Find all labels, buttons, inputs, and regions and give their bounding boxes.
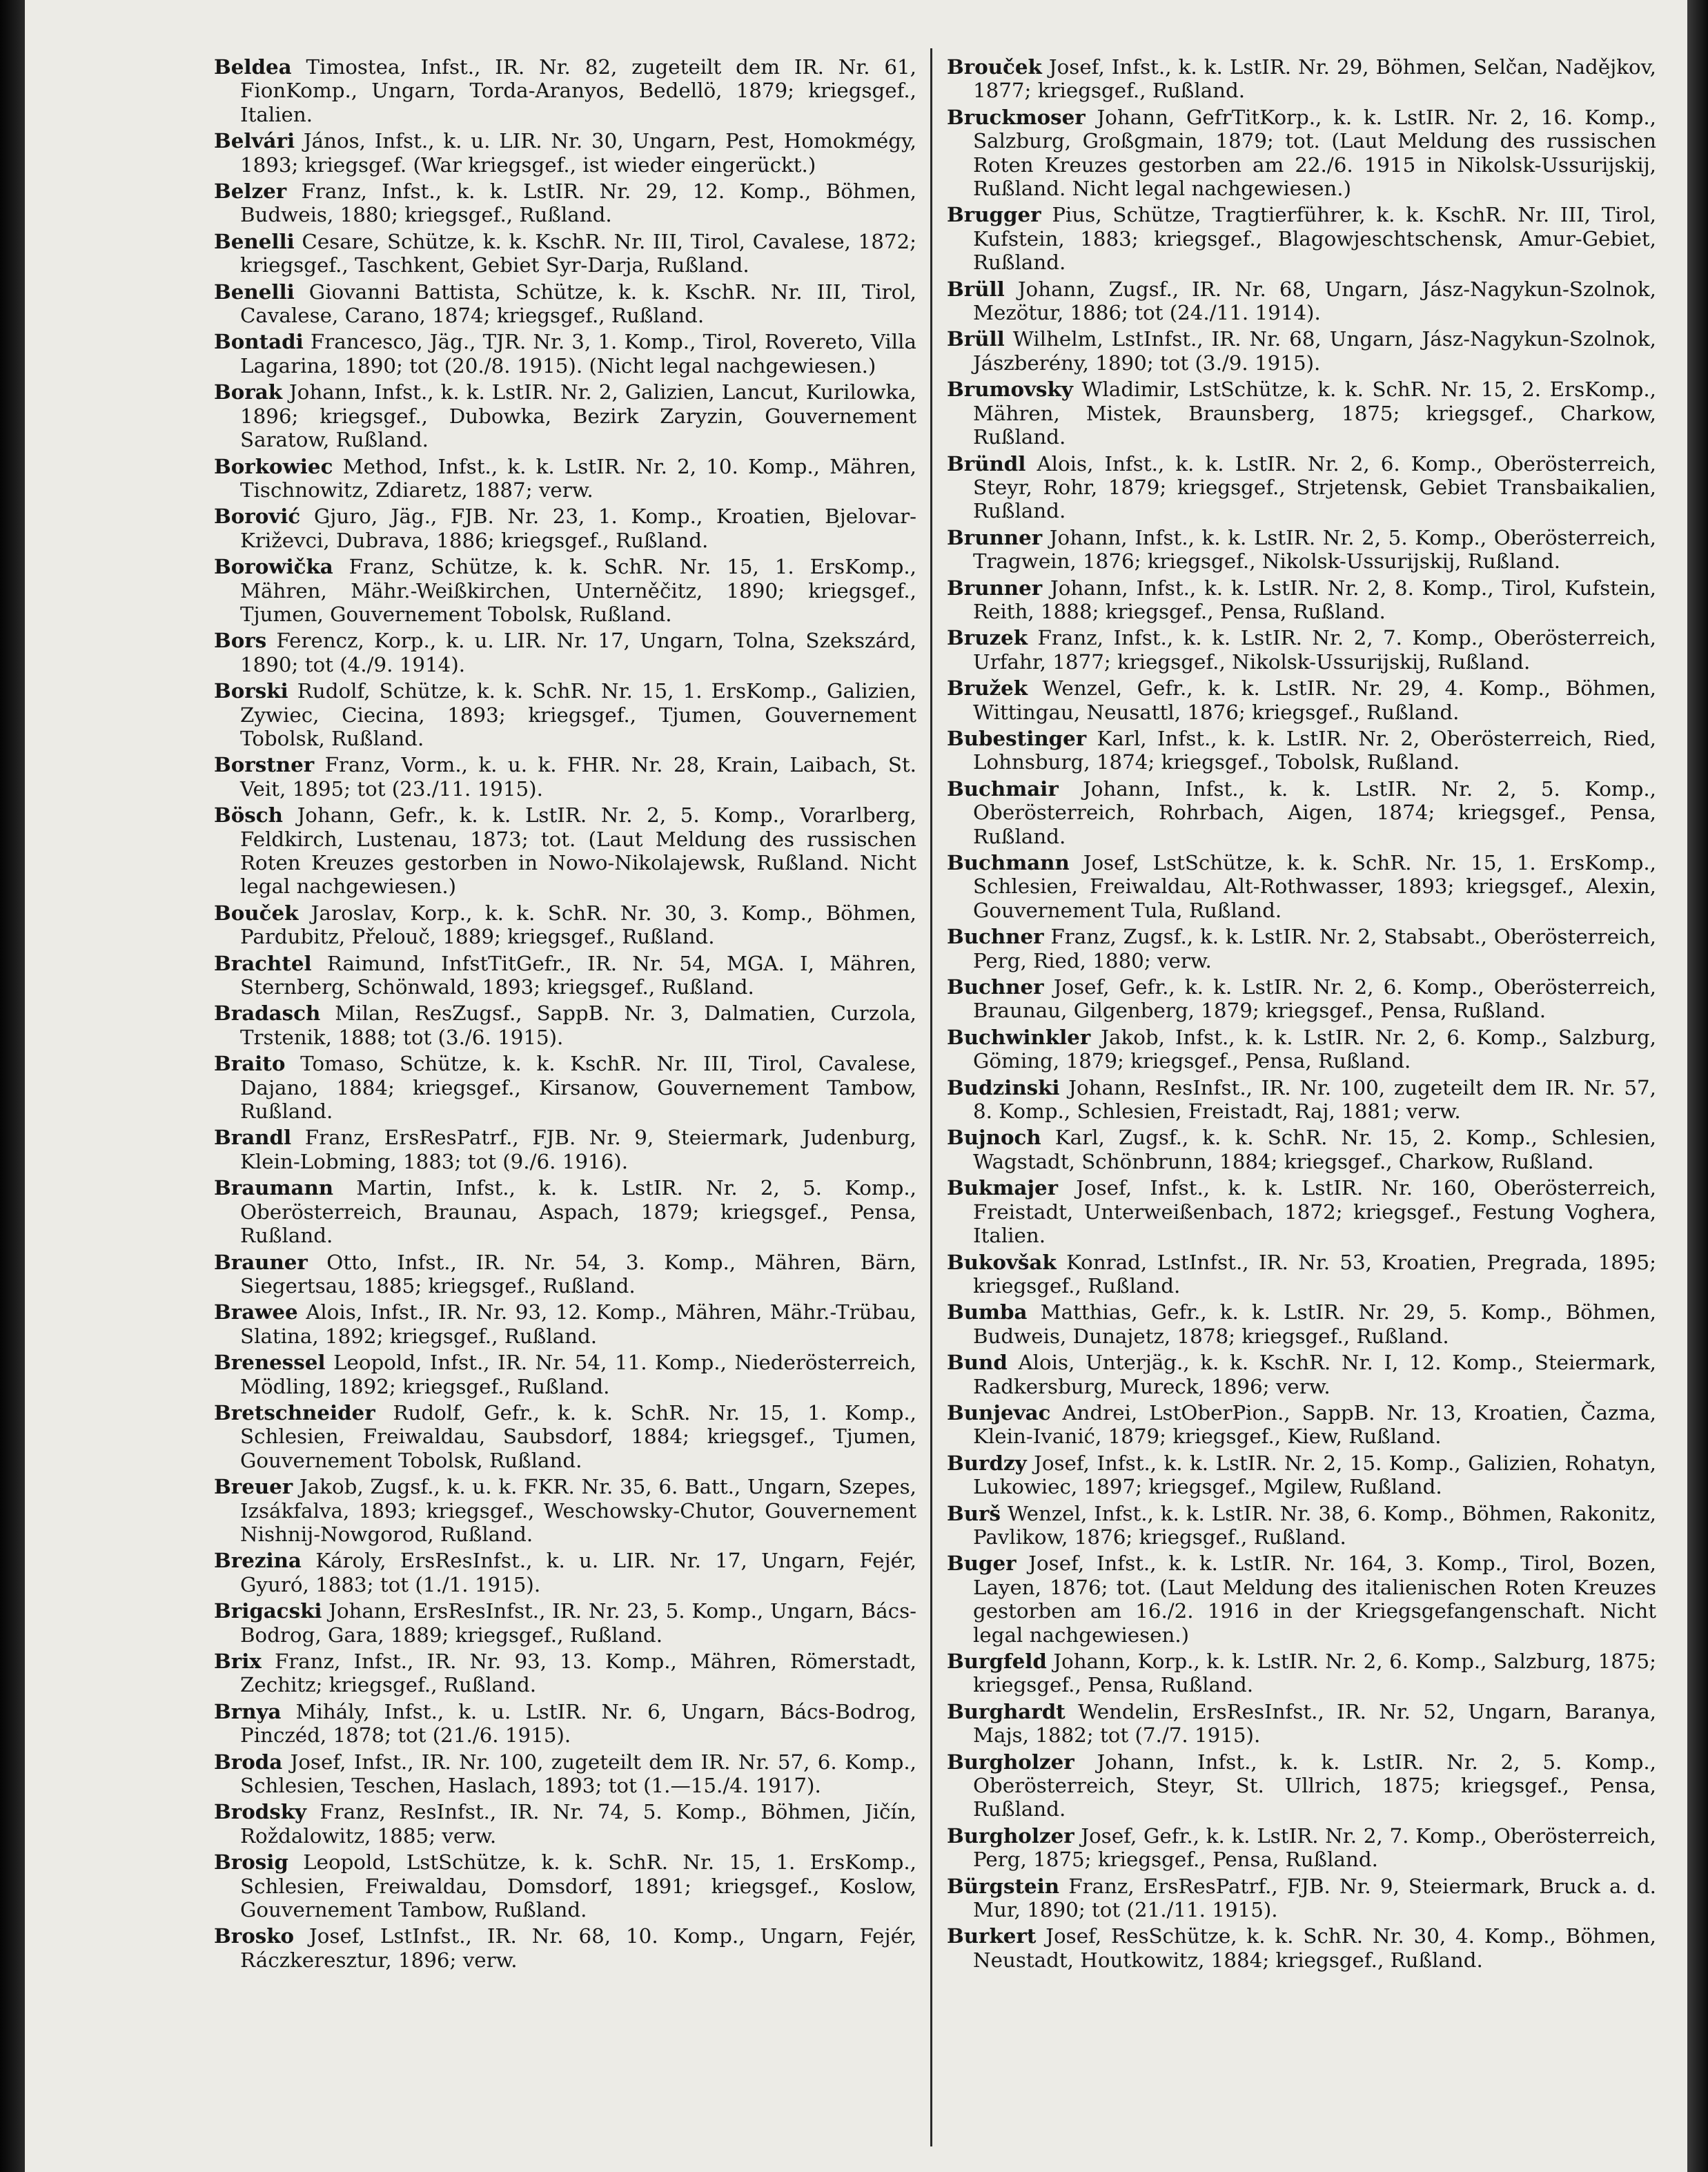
list-entry <box>947 576 1656 624</box>
list-entry <box>214 629 916 676</box>
entry-details: Franz, Zugsf., k. k. LstIR. Nr. 2, Stabsabt., Oberösterreich, Perg, Ried, 1880; verw. <box>973 925 1656 972</box>
entry-surname: Bors <box>214 628 267 653</box>
entry-details: Rudolf, Schütze, k. k. SchR. Nr. 15, 1. ErsKomp., Galizien, Zywiec, Ciecina, 1893; kriegsgef., Tjumen, Gouvernement Tobolsk, Rußland. <box>240 679 916 750</box>
entry-surname: Benelli <box>214 279 295 304</box>
entry-surname: Bruckmoser <box>947 104 1086 129</box>
list-entry <box>947 526 1656 574</box>
entry-details: Franz, Infst., k. k. LstIR. Nr. 29, 12. Komp., Böhmen, Budweis, 1880; kriegsgef., Rußland. <box>240 179 916 227</box>
entry-details: Johann, GefrTitKorp., k. k. LstIR. Nr. 2, 16. Komp., Salzburg, Großgmain, 1879; tot. (Laut Meldung des russischen Roten Kreuzes gestorben am 22./6. 1915 in Nikolsk-Ussurijskij, Rußland. Nicht legal nachgewiesen.) <box>973 105 1656 201</box>
entry-surname: Burkert <box>947 1924 1037 1948</box>
entry-surname: Bujnoch <box>947 1125 1041 1150</box>
entry-surname: Brouček <box>947 55 1042 79</box>
entry-surname: Bürgstein <box>947 1873 1060 1898</box>
list-entry <box>214 679 916 750</box>
entry-details: Josef, Infst., k. k. LstIR. Nr. 164, 3. Komp., Tirol, Bozen, Layen, 1876; tot. (Laut Meldung des italienischen Roten Kreuzes gestorben am 16./2. 1916 in der Kriegsgefangenschaft. Nicht legal nachgewiesen.) <box>973 1552 1656 1647</box>
list-entry <box>214 1126 916 1173</box>
right-column <box>947 55 1656 1975</box>
entry-details: Jaroslav, Korp., k. k. SchR. Nr. 30, 3. Komp., Böhmen, Pardubitz, Přelouč, 1889; kriegsgef., Rußland. <box>240 901 916 949</box>
entry-surname: Bukmajer <box>947 1175 1059 1200</box>
entry-details: Josef, Infst., k. k. LstIR. Nr. 160, Oberösterreich, Freistadt, Unterweißenbach, 1872; kriegsgef., Festung Voghera, Italien. <box>973 1176 1656 1248</box>
list-entry <box>214 1800 916 1848</box>
entry-surname: Budzinski <box>947 1075 1060 1099</box>
list-entry <box>214 1650 916 1697</box>
entry-details: Andrei, LstOberPion., SappB. Nr. 13, Kroatien, Čazma, Klein-Ivanić, 1879; kriegsgef., Kiew, Rußland. <box>973 1400 1656 1449</box>
entry-surname: Borak <box>214 380 283 404</box>
scan-right-edge <box>1687 0 1708 2172</box>
entry-details: Leopold, Infst., IR. Nr. 54, 11. Komp., Niederösterreich, Mödling, 1892; kriegsgef., Rußland. <box>240 1351 916 1398</box>
entry-details: Jakob, Zugsf., k. u. k. FKR. Nr. 35, 6. Batt., Ungarn, Szepes, Izsákfalva, 1893; kriegsgef., Weschowsky-Chutor, Gouvernement Nishnij-Nowgorod, Rußland. <box>240 1475 916 1546</box>
list-entry <box>947 1351 1656 1398</box>
list-entry <box>214 280 916 328</box>
entry-details: Josef, Infst., k. k. LstIR. Nr. 29, Böhmen, Selčan, Nadějkov, 1877; kriegsgef., Rußland. <box>973 55 1656 103</box>
entry-surname: Broda <box>214 1749 283 1774</box>
list-entry <box>214 1001 916 1049</box>
list-entry <box>214 901 916 949</box>
entry-details: Matthias, Gefr., k. k. LstIR. Nr. 29, 5. Komp., Böhmen, Budweis, Dunajetz, 1878; kriegsgef., Rußland. <box>973 1300 1656 1348</box>
list-entry <box>947 1824 1656 1872</box>
entry-details: Wenzel, Infst., k. k. LstIR. Nr. 38, 6. Komp., Böhmen, Rakonitz, Pavlikow, 1876; kriegsgef., Rußland. <box>973 1501 1656 1549</box>
entry-surname: Buchner <box>947 975 1044 999</box>
entry-surname: Brix <box>214 1649 262 1673</box>
entry-surname: Belzer <box>214 179 287 204</box>
entry-details: Francesco, Jäg., TJR. Nr. 3, 1. Komp., Tirol, Rovereto, Villa Lagarina, 1890; tot (20./8. 1915). (Nicht legal nachgewiesen.) <box>240 330 916 378</box>
list-entry <box>214 1176 916 1247</box>
list-entry <box>947 378 1656 449</box>
entry-details: Franz, Schütze, k. k. SchR. Nr. 15, 1. ErsKomp., Mähren, Mähr.-Weißkirchen, Unterněčitz, 1890; kriegsgef., Tjumen, Gouvernement Tobolsk, Rußland. <box>240 555 916 626</box>
list-entry <box>947 106 1656 201</box>
entry-details: Josef, LstSchütze, k. k. SchR. Nr. 15, 1. ErsKomp., Schlesien, Freiwaldau, Alt-Rothwasser, 1893; kriegsgef., Alexin, Gouvernement Tula, Rußland. <box>973 851 1656 922</box>
list-entry <box>947 452 1656 523</box>
list-entry <box>947 1026 1656 1073</box>
entry-surname: Bukovšak <box>947 1249 1057 1274</box>
list-entry <box>214 1700 916 1748</box>
left-column <box>214 55 916 1975</box>
list-entry <box>214 1924 916 1972</box>
list-entry <box>947 1875 1656 1922</box>
list-entry <box>214 129 916 177</box>
list-entry <box>947 975 1656 1023</box>
entry-surname: Breuer <box>214 1474 293 1499</box>
list-entry <box>214 803 916 899</box>
list-entry <box>947 676 1656 724</box>
entry-details: Johann, Gefr., k. k. LstIR. Nr. 2, 5. Komp., Vorarlberg, Feldkirch, Lustenau, 1873; tot. (Laut Meldung des russischen Roten Kreuzes gestorben in Nowo-Nikolajewsk, Rußland. Nicht legal nachgewiesen.) <box>240 803 916 899</box>
entry-details: Wenzel, Gefr., k. k. LstIR. Nr. 29, 4. Komp., Böhmen, Wittingau, Neusattl, 1876; kriegsgef., Rußland. <box>973 676 1656 724</box>
entry-details: Raimund, InfstTitGefr., IR. Nr. 54, MGA. I, Mähren, Sternberg, Schönwald, 1893; kriegsgef., Rußland. <box>240 951 916 999</box>
list-entry <box>214 455 916 502</box>
entry-surname: Brigacski <box>214 1598 322 1623</box>
list-entry <box>947 1700 1656 1748</box>
entry-details: Ferencz, Korp., k. u. LIR. Nr. 17, Ungarn, Tolna, Szekszárd, 1890; tot (4./9. 1914). <box>240 629 916 676</box>
list-entry <box>947 925 1656 972</box>
entry-surname: Brnya <box>214 1699 282 1723</box>
list-entry <box>947 1924 1656 1972</box>
list-entry <box>214 330 916 378</box>
entry-surname: Belvári <box>214 128 295 153</box>
entry-surname: Brüll <box>947 276 1005 301</box>
entry-surname: Bradasch <box>214 1001 321 1026</box>
entry-surname: Brandl <box>214 1125 292 1150</box>
entry-details: Johann, Infst., k. k. LstIR. Nr. 2, 8. Komp., Tirol, Kufstein, Reith, 1888; kriegsgef., Pensa, Rußland. <box>973 576 1656 623</box>
entry-details: Konrad, LstInfst., IR. Nr. 53, Kroatien, Pregrada, 1895; kriegsgef., Rußland. <box>973 1250 1656 1298</box>
entry-details: Wladimir, LstSchütze, k. k. SchR. Nr. 15, 2. ErsKomp., Mähren, Mistek, Braunsberg, 1875; kriegsgef., Charkow, Rußland. <box>973 378 1656 449</box>
list-entry <box>947 1076 1656 1124</box>
entry-surname: Burš <box>947 1500 1001 1525</box>
entry-details: Johann, Infst., k. k. LstIR. Nr. 2, 5. Komp., Oberösterreich, Tragwein, 1876; kriegsgef., Nikolsk-Ussurijskij, Rußland. <box>973 525 1656 574</box>
entry-details: Johann, Zugsf., IR. Nr. 68, Ungarn, Jász-Nagykun-Szolnok, Mezötur, 1886; tot (24./11. 1914). <box>973 277 1656 325</box>
list-entry <box>214 753 916 801</box>
list-entry <box>947 1300 1656 1348</box>
list-entry <box>947 1451 1656 1499</box>
entry-surname: Bumba <box>947 1300 1028 1324</box>
entry-surname: Brezina <box>214 1548 302 1573</box>
entry-details: Jakob, Infst., k. k. LstIR. Nr. 2, 6. Komp., Salzburg, Göming, 1879; kriegsgef., Pensa, Rußland. <box>973 1025 1656 1073</box>
entry-surname: Brunner <box>947 525 1043 549</box>
entry-surname: Beldea <box>214 55 292 79</box>
entry-details: Martin, Infst., k. k. LstIR. Nr. 2, 5. Komp., Oberösterreich, Braunau, Aspach, 1879; kriegsgef., Pensa, Rußland. <box>240 1176 916 1248</box>
entry-details: Franz, ErsResPatrf., FJB. Nr. 9, Steiermark, Bruck a. d. Mur, 1890; tot (21./11. 1915). <box>973 1874 1656 1922</box>
list-entry <box>947 1126 1656 1173</box>
entry-details: Franz, Infst., IR. Nr. 93, 13. Komp., Mähren, Römerstadt, Zechitz; kriegsgef., Rußland. <box>240 1650 916 1697</box>
entry-surname: Bontadi <box>214 329 304 354</box>
scan-left-edge <box>0 0 25 2172</box>
list-entry <box>947 1401 1656 1449</box>
entry-details: Rudolf, Gefr., k. k. SchR. Nr. 15, 1. Komp., Schlesien, Freiwaldau, Saubsdorf, 1884; kriegsgef., Tjumen, Gouvernement Tobolsk, Rußland. <box>240 1400 916 1472</box>
entry-details: Alois, Infst., k. k. LstIR. Nr. 2, 6. Komp., Oberösterreich, Steyr, Rohr, 1879; kriegsgef., Strjetensk, Gebiet Transbaikalien, Rußland. <box>973 451 1656 523</box>
entry-surname: Benelli <box>214 228 295 253</box>
entry-details: Otto, Infst., IR. Nr. 54, 3. Komp., Mähren, Bärn, Siegertsau, 1885; kriegsgef., Rußland. <box>240 1250 916 1298</box>
entry-surname: Brüll <box>947 326 1005 351</box>
entry-details: Cesare, Schütze, k. k. KschR. Nr. III, Tirol, Cavalese, 1872; kriegsgef., Taschkent, Gebiet Syr-Darja, Rußland. <box>240 229 916 277</box>
entry-details: Johann, Korp., k. k. LstIR. Nr. 2, 6. Komp., Salzburg, 1875; kriegsgef., Pensa, Rußland. <box>973 1650 1656 1697</box>
list-entry <box>214 230 916 277</box>
entry-surname: Burgfeld <box>947 1649 1047 1673</box>
entry-surname: Braito <box>214 1051 286 1076</box>
entry-details: Josef, Infst., k. k. LstIR. Nr. 2, 15. Komp., Galizien, Rohatyn, Lukowiec, 1897; kriegsgef., Mgilew, Rußland. <box>973 1451 1656 1499</box>
entry-surname: Burdzy <box>947 1450 1027 1475</box>
list-entry <box>947 277 1656 325</box>
entry-details: Johann, ErsResInfst., IR. Nr. 23, 5. Komp., Ungarn, Bács-Bodrog, Gara, 1889; kriegsgef., Rußland. <box>240 1599 916 1647</box>
list-entry <box>214 1351 916 1398</box>
entry-surname: Bunjevac <box>947 1400 1051 1425</box>
entry-details: Giovanni Battista, Schütze, k. k. KschR. Nr. III, Tirol, Cavalese, Carano, 1874; kriegsgef., Rußland. <box>240 280 916 328</box>
entry-details: Method, Infst., k. k. LstIR. Nr. 2, 10. Komp., Mähren, Tischnowitz, Zdiaretz, 1887; verw. <box>240 454 916 502</box>
entry-surname: Buchwinkler <box>947 1024 1091 1049</box>
entry-surname: Brosko <box>214 1924 295 1948</box>
list-entry <box>947 327 1656 375</box>
entry-details: Karl, Infst., k. k. LstIR. Nr. 2, Oberösterreich, Ried, Lohnsburg, 1874; kriegsgef., Tobolsk, Rußland. <box>973 726 1656 774</box>
entry-surname: Bouček <box>214 900 299 925</box>
list-entry <box>214 952 916 999</box>
entry-surname: Bösch <box>214 803 283 828</box>
entry-details: Timostea, Infst., IR. Nr. 82, zugeteilt dem IR. Nr. 61, FionKomp., Ungarn, Torda-Aranyos, Bedellö, 1879; kriegsgef., Italien. <box>240 55 916 126</box>
entry-surname: Borstner <box>214 752 315 777</box>
list-entry <box>214 1599 916 1647</box>
entry-surname: Brodsky <box>214 1799 307 1824</box>
entry-details: Josef, LstInfst., IR. Nr. 68, 10. Komp., Ungarn, Fejér, Ráczkeresztur, 1896; verw. <box>240 1924 916 1972</box>
entry-details: Josef, Gefr., k. k. LstIR. Nr. 2, 6. Komp., Oberösterreich, Braunau, Gilgenberg, 1879; kriegsgef., Pensa, Rußland. <box>973 975 1656 1023</box>
entry-details: Johann, ResInfst., IR. Nr. 100, zugeteilt dem IR. Nr. 57, 8. Komp., Schlesien, Freistadt, Raj, 1881; verw. <box>973 1075 1656 1124</box>
list-entry <box>214 1750 916 1798</box>
entry-surname: Bund <box>947 1350 1008 1375</box>
entry-details: Alois, Infst., IR. Nr. 93, 12. Komp., Mähren, Mähr.-Trübau, Slatina, 1892; kriegsgef., Rußland. <box>240 1300 916 1348</box>
entry-details: Milan, ResZugsf., SappB. Nr. 3, Dalmatien, Curzola, Trstenik, 1888; tot (3./6. 1915). <box>240 1001 916 1049</box>
entry-surname: Buchmair <box>947 776 1059 801</box>
entry-details: Leopold, LstSchütze, k. k. SchR. Nr. 15, 1. ErsKomp., Schlesien, Freiwaldau, Domsdorf, 1891; kriegsgef., Koslow, Gouvernement Tambow, Rußland. <box>240 1850 916 1922</box>
entry-details: Johann, Infst., k. k. LstIR. Nr. 2, 5. Komp., Oberösterreich, Rohrbach, Aigen, 1874; kriegsgef., Pensa, Rußland. <box>973 776 1656 848</box>
entry-surname: Borović <box>214 504 301 529</box>
list-entry <box>947 851 1656 922</box>
list-entry <box>947 55 1656 103</box>
list-entry <box>214 1401 916 1472</box>
list-entry <box>214 555 916 626</box>
entry-details: Wilhelm, LstInfst., IR. Nr. 68, Ungarn, Jász-Nagykun-Szolnok, Jászberény, 1890; tot (3./9. 1915). <box>973 327 1656 375</box>
entry-surname: Bubestinger <box>947 725 1087 750</box>
entry-details: Franz, ResInfst., IR. Nr. 74, 5. Komp., Böhmen, Jičín, Roždalowitz, 1885; verw. <box>240 1800 916 1848</box>
entry-surname: Braumann <box>214 1175 334 1200</box>
column-divider <box>930 48 932 2146</box>
entry-surname: Brugger <box>947 202 1041 227</box>
entry-surname: Bruzek <box>947 625 1028 650</box>
list-entry <box>947 626 1656 674</box>
entry-surname: Brauner <box>214 1249 308 1274</box>
entry-details: Karl, Zugsf., k. k. SchR. Nr. 15, 2. Komp., Schlesien, Wagstadt, Schönbrunn, 1884; kriegsgef., Charkow, Rußland. <box>973 1126 1656 1173</box>
entry-surname: Buchmann <box>947 850 1070 874</box>
entry-details: Mihály, Infst., k. u. LstIR. Nr. 6, Ungarn, Bács-Bodrog, Pinczéd, 1878; tot (21./6. 1915). <box>240 1699 916 1748</box>
entry-surname: Borski <box>214 678 288 703</box>
entry-details: Tomaso, Schütze, k. k. KschR. Nr. III, Tirol, Cavalese, Dajano, 1884; kriegsgef., Kirsanow, Gouvernement Tambow, Rußland. <box>240 1052 916 1124</box>
entry-surname: Bründl <box>947 451 1026 476</box>
list-entry <box>214 380 916 451</box>
entry-details: Johann, Infst., k. k. LstIR. Nr. 2, Galizien, Lancut, Kurilowka, 1896; kriegsgef., Dubowka, Bezirk Zaryzin, Gouvernement Saratow, Rußland. <box>240 380 916 452</box>
list-entry <box>947 1502 1656 1549</box>
entry-details: Alois, Unterjäg., k. k. KschR. Nr. I, 12. Komp., Steiermark, Radkersburg, Mureck, 1896; verw. <box>973 1351 1656 1398</box>
entry-surname: Brosig <box>214 1850 288 1875</box>
list-entry <box>214 1300 916 1348</box>
entry-details: Károly, ErsResInfst., k. u. LIR. Nr. 17, Ungarn, Fejér, Gyuró, 1883; tot (1./1. 1915). <box>240 1549 916 1596</box>
list-entry <box>947 1650 1656 1697</box>
entry-details: Franz, ErsResPatrf., FJB. Nr. 9, Steiermark, Judenburg, Klein-Lobming, 1883; tot (9./6. 1916). <box>240 1126 916 1173</box>
list-entry <box>214 1549 916 1596</box>
list-entry <box>214 1251 916 1298</box>
entry-details: Josef, ResSchütze, k. k. SchR. Nr. 30, 4. Komp., Böhmen, Neustadt, Houtkowitz, 1884; kriegsgef., Rußland. <box>973 1924 1656 1972</box>
entry-details: Josef, Gefr., k. k. LstIR. Nr. 2, 7. Komp., Oberösterreich, Perg, 1875; kriegsgef., Pensa, Rußland. <box>973 1823 1656 1872</box>
list-entry <box>214 1850 916 1921</box>
entry-surname: Burgholzer <box>947 1749 1074 1774</box>
list-entry <box>947 727 1656 774</box>
entry-surname: Burghardt <box>947 1699 1066 1723</box>
entry-surname: Bružek <box>947 676 1028 701</box>
entry-surname: Bretschneider <box>214 1400 375 1425</box>
entry-surname: Brenessel <box>214 1350 326 1375</box>
entry-details: Johann, Infst., k. k. LstIR. Nr. 2, 5. Komp., Oberösterreich, Steyr, St. Ullrich, 1875; kriegsgef., Pensa, Rußland. <box>973 1750 1656 1821</box>
list-entry <box>947 203 1656 274</box>
list-entry <box>947 777 1656 848</box>
entry-surname: Brunner <box>947 575 1043 600</box>
entry-details: Franz, Vorm., k. u. k. FHR. Nr. 28, Krain, Laibach, St. Veit, 1895; tot (23./11. 1915). <box>240 753 916 801</box>
list-entry <box>214 179 916 227</box>
entry-details: Wendelin, ErsResInfst., IR. Nr. 52, Ungarn, Baranya, Majs, 1882; tot (7./7. 1915). <box>973 1699 1656 1748</box>
entry-details: Josef, Infst., IR. Nr. 100, zugeteilt dem IR. Nr. 57, 6. Komp., Schlesien, Teschen, Haslach, 1893; tot (1.—15./4. 1917). <box>240 1750 916 1798</box>
list-entry <box>214 1475 916 1546</box>
entry-surname: Buchner <box>947 924 1044 949</box>
entry-surname: Buger <box>947 1551 1017 1576</box>
list-entry <box>214 505 916 552</box>
list-entry <box>947 1552 1656 1647</box>
entry-details: Pius, Schütze, Tragtierführer, k. k. KschR. Nr. III, Tirol, Kufstein, 1883; kriegsgef., Blagowjeschtschensk, Amur-Gebiet, Rußland. <box>973 203 1656 275</box>
entry-surname: Borkowiec <box>214 453 333 478</box>
entry-surname: Brumovsky <box>947 377 1073 402</box>
list-entry <box>214 55 916 126</box>
entry-surname: Brawee <box>214 1300 298 1324</box>
entry-details: János, Infst., k. u. LIR. Nr. 30, Ungarn, Pest, Homokmégy, 1893; kriegsgef. (War kriegsgef., ist wieder eingerückt.) <box>240 129 916 177</box>
list-entry <box>947 1176 1656 1247</box>
entry-surname: Borowička <box>214 554 333 579</box>
entry-surname: Brachtel <box>214 950 312 975</box>
list-entry <box>947 1251 1656 1298</box>
list-entry <box>947 1750 1656 1821</box>
entry-surname: Burgholzer <box>947 1823 1074 1848</box>
list-entry <box>214 1052 916 1123</box>
entry-details: Franz, Infst., k. k. LstIR. Nr. 2, 7. Komp., Oberösterreich, Urfahr, 1877; kriegsgef., Nikolsk-Ussurijskij, Rußland. <box>973 626 1656 674</box>
entry-details: Gjuro, Jäg., FJB. Nr. 23, 1. Komp., Kroatien, Bjelovar-Križevci, Dubrava, 1886; kriegsgef., Rußland. <box>240 505 916 552</box>
